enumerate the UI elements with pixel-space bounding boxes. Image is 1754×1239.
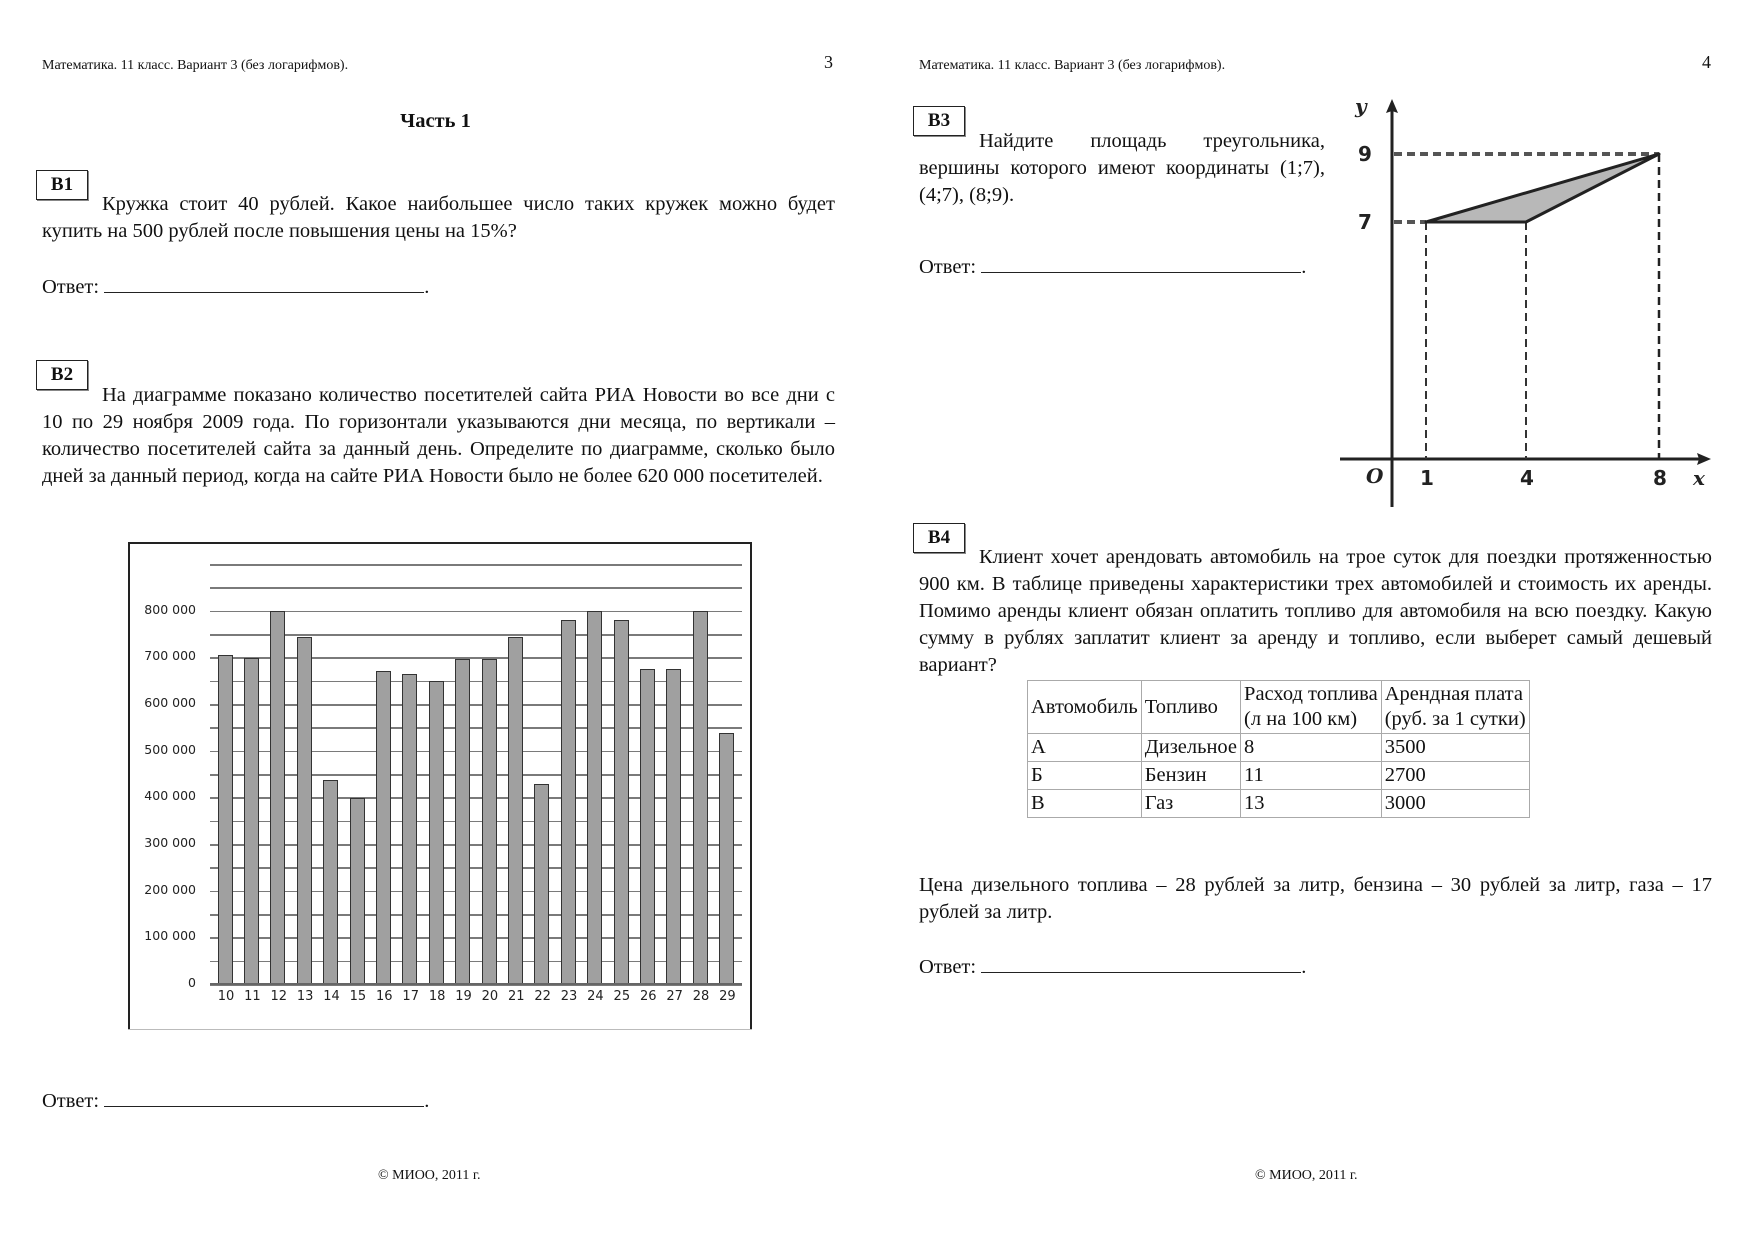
table-row [1028, 762, 1530, 790]
x-axis-labels [210, 989, 742, 1004]
part-title: Часть 1 [400, 110, 471, 132]
page-number: 4 [1702, 52, 1711, 72]
bar-day-24 [587, 611, 602, 984]
x-tick-label: 27 [666, 989, 683, 1004]
x-tick-label: 18 [428, 989, 446, 1004]
x-tick-label: 8 [1653, 466, 1667, 490]
table-cell: Б [1028, 762, 1142, 790]
table-cell: А [1028, 734, 1142, 762]
x-tick-label: 25 [613, 989, 631, 1004]
x-tick-label: 20 [481, 989, 499, 1004]
bar-day-23 [561, 620, 576, 984]
y-tick-label: 500 000 [144, 741, 196, 757]
x-tick-label: 10 [217, 989, 235, 1004]
x-tick-label: 17 [402, 989, 419, 1004]
fuel-price-note: Цена дизельного топлива – 28 рублей за литр, бензина – 30 рублей за литр, газа – 17 рублей за литр. [919, 874, 1712, 923]
table-cell: 3000 [1381, 790, 1529, 818]
bar-day-19 [455, 659, 470, 984]
table-header-cell: Арендная плата (руб. за 1 сутки) [1381, 681, 1529, 734]
car-rental-table [1027, 680, 1530, 818]
answer-line[interactable] [981, 954, 1301, 973]
y-tick-label: 700 000 [144, 648, 196, 664]
triangle-shape [1426, 154, 1659, 222]
y-axis-arrow-icon [1386, 99, 1398, 113]
x-axis-line [210, 983, 742, 985]
bar-day-11 [244, 658, 259, 984]
table-header-cell: Топливо [1141, 681, 1240, 734]
task-text-b2: На диаграмме показано количество посетителей сайта РИА Новости во все дни с 10 по 29 ноября 2009 года. По горизонтали указываются дни месяца, по вертикали – количество посетителей сайта за данный день. Определите по диаграмме, сколько было дней за данный период, когда на сайте РИА Новости было не более 620 000 посетителей. [42, 384, 835, 487]
x-tick-label: 26 [639, 989, 657, 1004]
x-axis-label: x [1693, 466, 1705, 490]
table-row [1028, 734, 1530, 762]
triangle-coordinate-graph [1333, 95, 1713, 515]
bar-day-21 [508, 637, 523, 984]
x-tick-label: 21 [507, 989, 525, 1004]
bar-day-16 [376, 671, 391, 984]
y-tick-label: 100 000 [144, 928, 196, 944]
x-tick-label: 1 [1420, 466, 1434, 490]
table-cell: 8 [1241, 734, 1382, 762]
task-label-b2: B2 [36, 360, 88, 390]
y-tick-label: 800 000 [144, 601, 196, 617]
bar-day-15 [350, 798, 365, 984]
task-text-b1: Кружка стоит 40 рублей. Какое наибольшее число таких кружек можно будет купить на 500 рублей после повышения цены на 15%? [42, 193, 835, 242]
bar-day-13 [297, 637, 312, 984]
y-tick-label: 9 [1358, 142, 1372, 166]
x-tick-label: 19 [455, 989, 472, 1004]
chart-plot-area [144, 564, 742, 1004]
bar-day-10 [218, 655, 233, 984]
y-tick-label: 600 000 [144, 695, 196, 710]
visitors-bar-chart [128, 542, 752, 1030]
chart-bars [210, 564, 742, 984]
table-cell: Газ [1141, 790, 1240, 818]
x-tick-label: 4 [1520, 466, 1534, 490]
table-header-cell: Автомобиль [1028, 681, 1142, 734]
answer-field-b1[interactable]: Ответ: . [42, 276, 430, 298]
page-number: 3 [824, 52, 833, 72]
origin-label: O [1366, 464, 1384, 488]
x-tick-label: 13 [296, 989, 314, 1004]
table-row [1028, 790, 1530, 818]
bar-day-22 [534, 784, 549, 984]
x-tick-label: 15 [349, 989, 367, 1004]
bar-day-26 [640, 669, 655, 984]
answer-line[interactable] [104, 274, 424, 293]
table-cell: В [1028, 790, 1142, 818]
bar-day-17 [402, 674, 417, 984]
bar-day-27 [666, 669, 681, 984]
x-tick-label: 16 [376, 989, 393, 1004]
bar-day-12 [270, 611, 285, 984]
x-tick-label: 22 [534, 989, 551, 1004]
x-tick-label: 14 [323, 989, 340, 1004]
y-axis-label: y [1355, 95, 1367, 118]
table-cell: 3500 [1381, 734, 1529, 762]
page-footer: © МИОО, 2011 г. [378, 1168, 481, 1183]
task-label-b4: B4 [913, 523, 965, 553]
page-footer: © МИОО, 2011 г. [1255, 1168, 1358, 1183]
task-label-b3: B3 [913, 106, 965, 136]
y-tick-label: 200 000 [144, 881, 196, 897]
x-tick-label: 12 [270, 989, 288, 1004]
y-tick-label: 0 [188, 975, 196, 990]
bar-day-14 [323, 780, 338, 984]
bar-day-25 [614, 620, 629, 984]
answer-line[interactable] [104, 1088, 424, 1107]
answer-line[interactable] [981, 254, 1301, 273]
x-axis-arrow-icon [1697, 453, 1711, 465]
table-cell: Дизельное [1141, 734, 1240, 762]
bar-day-20 [482, 659, 497, 984]
x-tick-label: 28 [692, 989, 710, 1004]
table-cell: 13 [1241, 790, 1382, 818]
task-label-b1: B1 [36, 170, 88, 200]
bar-day-18 [429, 681, 444, 984]
page-header: Математика. 11 класс. Вариант 3 (без логарифмов). [42, 58, 349, 73]
table-header-cell: Расход топлива (л на 100 км) [1241, 681, 1382, 734]
table-cell: Бензин [1141, 762, 1240, 790]
task-text-b3: Найдите площадь треугольника, вершины которого имеют координаты (1;7), (4;7), (8;9). [919, 130, 1325, 206]
y-tick-label: 7 [1358, 210, 1372, 234]
table-cell: 2700 [1381, 762, 1529, 790]
x-tick-label: 29 [719, 989, 736, 1004]
x-tick-label: 11 [244, 989, 261, 1004]
y-tick-label: 300 000 [144, 835, 196, 850]
x-tick-label: 24 [587, 989, 604, 1004]
table-header-row [1028, 681, 1530, 734]
y-tick-label: 400 000 [144, 788, 196, 804]
bar-day-29 [719, 733, 734, 984]
page-header: Математика. 11 класс. Вариант 3 (без логарифмов). [919, 58, 1226, 73]
bar-day-28 [693, 611, 708, 984]
x-tick-label: 23 [560, 989, 578, 1004]
answer-field-b4[interactable]: Ответ: . [919, 956, 1307, 978]
answer-field-b3[interactable]: Ответ: . [919, 256, 1307, 278]
table-cell: 11 [1241, 762, 1382, 790]
answer-field-b2[interactable]: Ответ: . [42, 1090, 430, 1112]
task-text-b4: Клиент хочет арендовать автомобиль на трое суток для поездки протяженностью 900 км. В таблице приведены характеристики трех автомобилей и стоимость их аренды. Помимо аренды клиент обязан оплатить топливо для автомобиля на всю поездку. Какую сумму в рублях заплатит клиент за аренду и топливо, если выберет самый дешевый вариант? [919, 546, 1712, 676]
